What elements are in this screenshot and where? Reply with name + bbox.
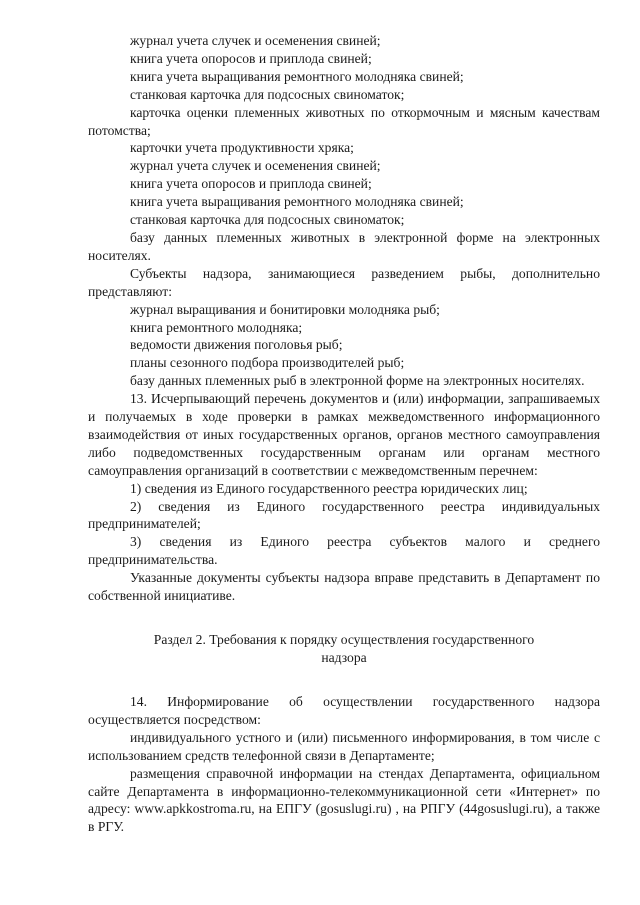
list-item: 1) сведения из Единого государственного реестра юридических лиц; xyxy=(130,480,528,496)
paragraph-14: 14. Информирование об осуществлении государственного надзора осуществляется посредством: xyxy=(88,694,600,727)
section-heading-continued: надзора xyxy=(321,650,367,665)
list-item: 3) сведения из Единого реестра субъектов малого и среднего предпринимательства. xyxy=(88,534,600,568)
list-item: журнал учета случек и осеменения свиней; xyxy=(130,33,381,48)
list-item: карточка оценки племенных животных по откормочным и мясным качествам потомства; xyxy=(88,104,600,138)
list-item: книга учета выращивания ремонтного молодняка свиней; xyxy=(130,68,464,84)
section-heading: Раздел 2. Требования к порядку осуществления государственного xyxy=(153,632,535,647)
list-item: книга учета опоросов и приплода свиней; xyxy=(130,176,372,192)
list-item: книга учета опоросов и приплода свиней; xyxy=(130,50,372,66)
list-item: планы сезонного подбора производителей рыб; xyxy=(130,355,405,371)
paragraph: Указанные документы субъекты надзора вправе представить в Департамент по собственной инициативе. xyxy=(88,570,600,604)
list-item: станковая карточка для подсосных свиноматок; xyxy=(130,86,405,102)
list-item: карточки учета продуктивности хряка; xyxy=(130,140,354,156)
list-item: базу данных племенных животных в электронной форме на электронных носителях. xyxy=(88,229,600,263)
list-item: индивидуального устного и (или) письменного информирования, в том числе с использованием средств телефонной связи в Департаменте; xyxy=(88,729,600,763)
list-item: книга учета выращивания ремонтного молодняка свиней; xyxy=(130,194,464,210)
list-item: 2) сведения из Единого государственного реестра индивидуальных предпринимателей; xyxy=(88,498,600,532)
list-item: размещения справочной информации на стендах Департамента, официальном сайте Департамента в информационно-телекоммуникационной сети «Интернет» по адресу: www.apkkostroma.ru, на ЕПГУ (gosuslugi.ru) , на РПГУ (44gosuslugi.ru), а также в РГУ. xyxy=(88,765,600,835)
list-item: базу данных племенных рыб в электронной форме на электронных носителях. xyxy=(130,373,585,389)
list-item: ведомости движения поголовья рыб; xyxy=(130,337,343,353)
list-item: книга ремонтного молодняка; xyxy=(130,319,303,335)
list-item: станковая карточка для подсосных свиноматок; xyxy=(130,212,405,228)
paragraph-13: 13. Исчерпывающий перечень документов и (или) информации, запрашиваемых и получаемых в ходе проверки в рамках межведомственного информационного взаимодействия от иных государственных органов, органов местного самоуправления либо подведомственных государственным органам или органам местного самоуправления организаций в соответствии с межведомственным перечнем: xyxy=(88,391,600,478)
list-item: журнал учета случек и осеменения свиней; xyxy=(130,158,381,174)
paragraph: Субъекты надзора, занимающиеся разведением рыбы, дополнительно представляют: xyxy=(88,265,600,299)
list-item: журнал выращивания и бонитировки молодняка рыб; xyxy=(130,301,440,317)
